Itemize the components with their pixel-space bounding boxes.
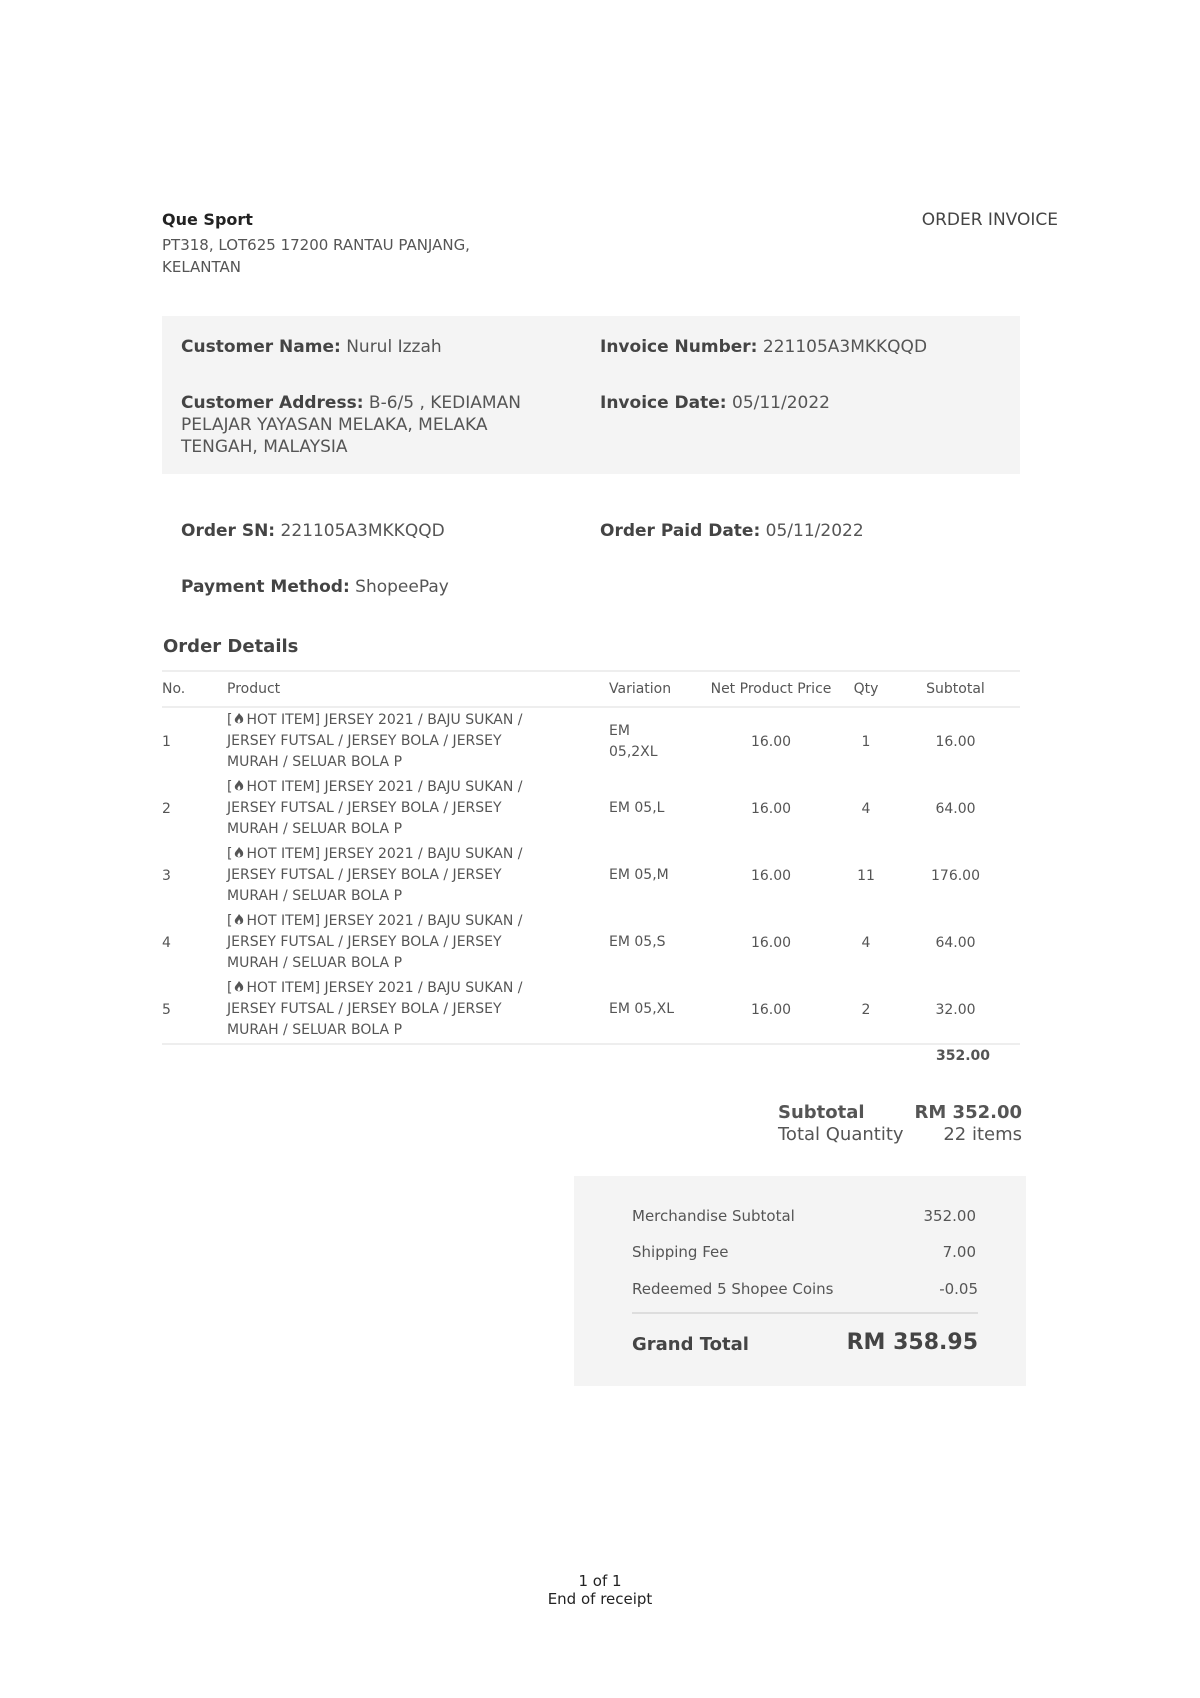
row-no: 3 <box>162 867 171 884</box>
total-quantity-value: 22 items <box>943 1124 1022 1145</box>
fire-icon <box>232 980 246 993</box>
column-header-subtotal: Subtotal <box>891 671 1020 707</box>
product-name: [ HOT ITEM] JERSEY 2021 / BAJU SUKAN / JERSEY FUTSAL / JERSEY BOLA / JERSEY MURAH / SELUAR BOLA P <box>227 779 523 837</box>
customer-address-field <box>181 392 561 458</box>
column-header-no: No. <box>162 671 227 707</box>
payment-method-field <box>181 576 681 598</box>
order-paid-date-value: 05/11/2022 <box>765 521 864 541</box>
column-header-qty: Qty <box>841 671 891 707</box>
row-no: 4 <box>162 934 171 951</box>
row-qty: 2 <box>841 976 891 1044</box>
row-variation: EM 05,XL <box>609 1001 675 1017</box>
order-sn-label: Order SN: <box>181 521 276 541</box>
customer-name-label: Customer Name: <box>181 337 341 357</box>
subtotal-label: Subtotal <box>778 1102 865 1123</box>
row-variation: EM 05,M <box>609 867 669 883</box>
row-net-price: 16.00 <box>750 800 792 817</box>
end-of-receipt: End of receipt <box>547 1590 653 1608</box>
row-variation: EM 05,L <box>609 800 665 816</box>
table-row <box>162 842 1020 909</box>
grand-total-label: Grand Total <box>632 1334 749 1355</box>
order-paid-date-label: Order Paid Date: <box>600 521 761 541</box>
invoice-number-label: Invoice Number: <box>600 337 758 357</box>
row-net-price: 16.00 <box>750 934 792 951</box>
invoice-date-value: 05/11/2022 <box>732 393 830 413</box>
row-no: 5 <box>162 976 227 1044</box>
shipping-fee-row <box>632 1243 978 1261</box>
fire-icon <box>232 712 246 725</box>
order-sn-field <box>181 520 561 542</box>
invoice-number-field <box>600 336 1000 358</box>
grand-total-divider <box>632 1312 978 1314</box>
subtotal-value: RM 352.00 <box>914 1102 1022 1123</box>
customer-name-value: Nurul Izzah <box>346 337 442 357</box>
row-subtotal: 16.00 <box>935 733 976 750</box>
row-net-price: 16.00 <box>750 867 792 884</box>
row-subtotal: 32.00 <box>891 976 1020 1044</box>
seller-name: Que Sport <box>162 210 253 229</box>
order-items-table <box>162 670 1020 1045</box>
table-row <box>162 909 1020 976</box>
row-product <box>227 710 557 773</box>
customer-address-label: Customer Address: <box>181 393 364 413</box>
coins-value: -0.05 <box>939 1280 978 1298</box>
order-details-heading: Order Details <box>163 636 299 657</box>
invoice-date-label: Invoice Date: <box>600 393 727 413</box>
row-qty: 4 <box>861 800 871 817</box>
grand-total-box <box>574 1176 1026 1386</box>
fire-icon <box>232 846 246 859</box>
grand-total-value: RM 358.95 <box>846 1330 978 1355</box>
payment-method-label: Payment Method: <box>181 577 350 597</box>
table-header-row <box>162 671 1020 707</box>
fire-icon <box>232 779 246 792</box>
order-paid-date-field <box>600 520 1000 542</box>
table-row <box>162 707 1020 775</box>
table-row <box>162 775 1020 842</box>
row-product <box>227 844 557 907</box>
row-subtotal: 64.00 <box>935 800 976 817</box>
coins-row <box>632 1280 978 1298</box>
merchandise-subtotal-value: 352.00 <box>923 1207 976 1225</box>
column-header-net-price: Net Product Price <box>701 671 841 707</box>
row-variation: EM 05,S <box>609 934 666 950</box>
row-product <box>227 911 557 974</box>
row-subtotal: 176.00 <box>931 867 980 884</box>
row-no: 2 <box>162 800 171 817</box>
customer-address-value: B-6/5 , KEDIAMAN PELAJAR YAYASAN MELAKA, MELAKA TENGAH, MALAYSIA <box>181 393 521 457</box>
row-net-price: 16.00 <box>750 733 792 750</box>
customer-name-field <box>181 336 561 358</box>
product-name: [ HOT ITEM] JERSEY 2021 / BAJU SUKAN / JERSEY FUTSAL / JERSEY BOLA / JERSEY MURAH / SELUAR BOLA P <box>227 846 523 904</box>
row-subtotal: 64.00 <box>935 934 976 951</box>
product-name: [ HOT ITEM] JERSEY 2021 / BAJU SUKAN / JERSEY FUTSAL / JERSEY BOLA / JERSEY MURAH / SELUAR BOLA P <box>227 712 523 770</box>
merchandise-subtotal-label: Merchandise Subtotal <box>632 1207 795 1225</box>
column-header-variation: Variation <box>609 671 701 707</box>
order-sn-value: 221105A3MKKQQD <box>280 521 445 541</box>
row-qty: 4 <box>861 934 871 951</box>
column-header-product: Product <box>227 671 609 707</box>
document-title: ORDER INVOICE <box>921 210 1058 230</box>
table-row <box>162 976 1020 1044</box>
shipping-fee-value: 7.00 <box>942 1243 976 1261</box>
payment-method-value: ShopeePay <box>355 577 449 597</box>
row-qty: 1 <box>861 733 871 750</box>
shipping-fee-label: Shipping Fee <box>632 1243 729 1261</box>
invoice-number-value: 221105A3MKKQQD <box>762 337 928 357</box>
coins-label: Redeemed 5 Shopee Coins <box>632 1280 834 1298</box>
invoice-date-field <box>600 392 1000 414</box>
merchandise-subtotal-row <box>632 1207 978 1225</box>
row-product <box>227 777 557 840</box>
table-total: 352.00 <box>935 1048 990 1064</box>
row-variation: EM 05,2XL <box>609 722 658 760</box>
row-qty: 11 <box>857 867 875 884</box>
seller-address: PT318, LOT625 17200 RANTAU PANJANG, KELANTAN <box>162 236 470 276</box>
row-product <box>227 978 557 1041</box>
product-name: [ HOT ITEM] JERSEY 2021 / BAJU SUKAN / JERSEY FUTSAL / JERSEY BOLA / JERSEY MURAH / SELUAR BOLA P <box>227 980 523 1038</box>
row-no: 1 <box>162 733 171 750</box>
fire-icon <box>232 913 246 926</box>
total-quantity-label: Total Quantity <box>778 1124 904 1145</box>
row-net-price: 16.00 <box>701 976 841 1044</box>
product-name: [ HOT ITEM] JERSEY 2021 / BAJU SUKAN / JERSEY FUTSAL / JERSEY BOLA / JERSEY MURAH / SELUAR BOLA P <box>227 913 523 971</box>
page-number: 1 of 1 <box>578 1572 622 1590</box>
